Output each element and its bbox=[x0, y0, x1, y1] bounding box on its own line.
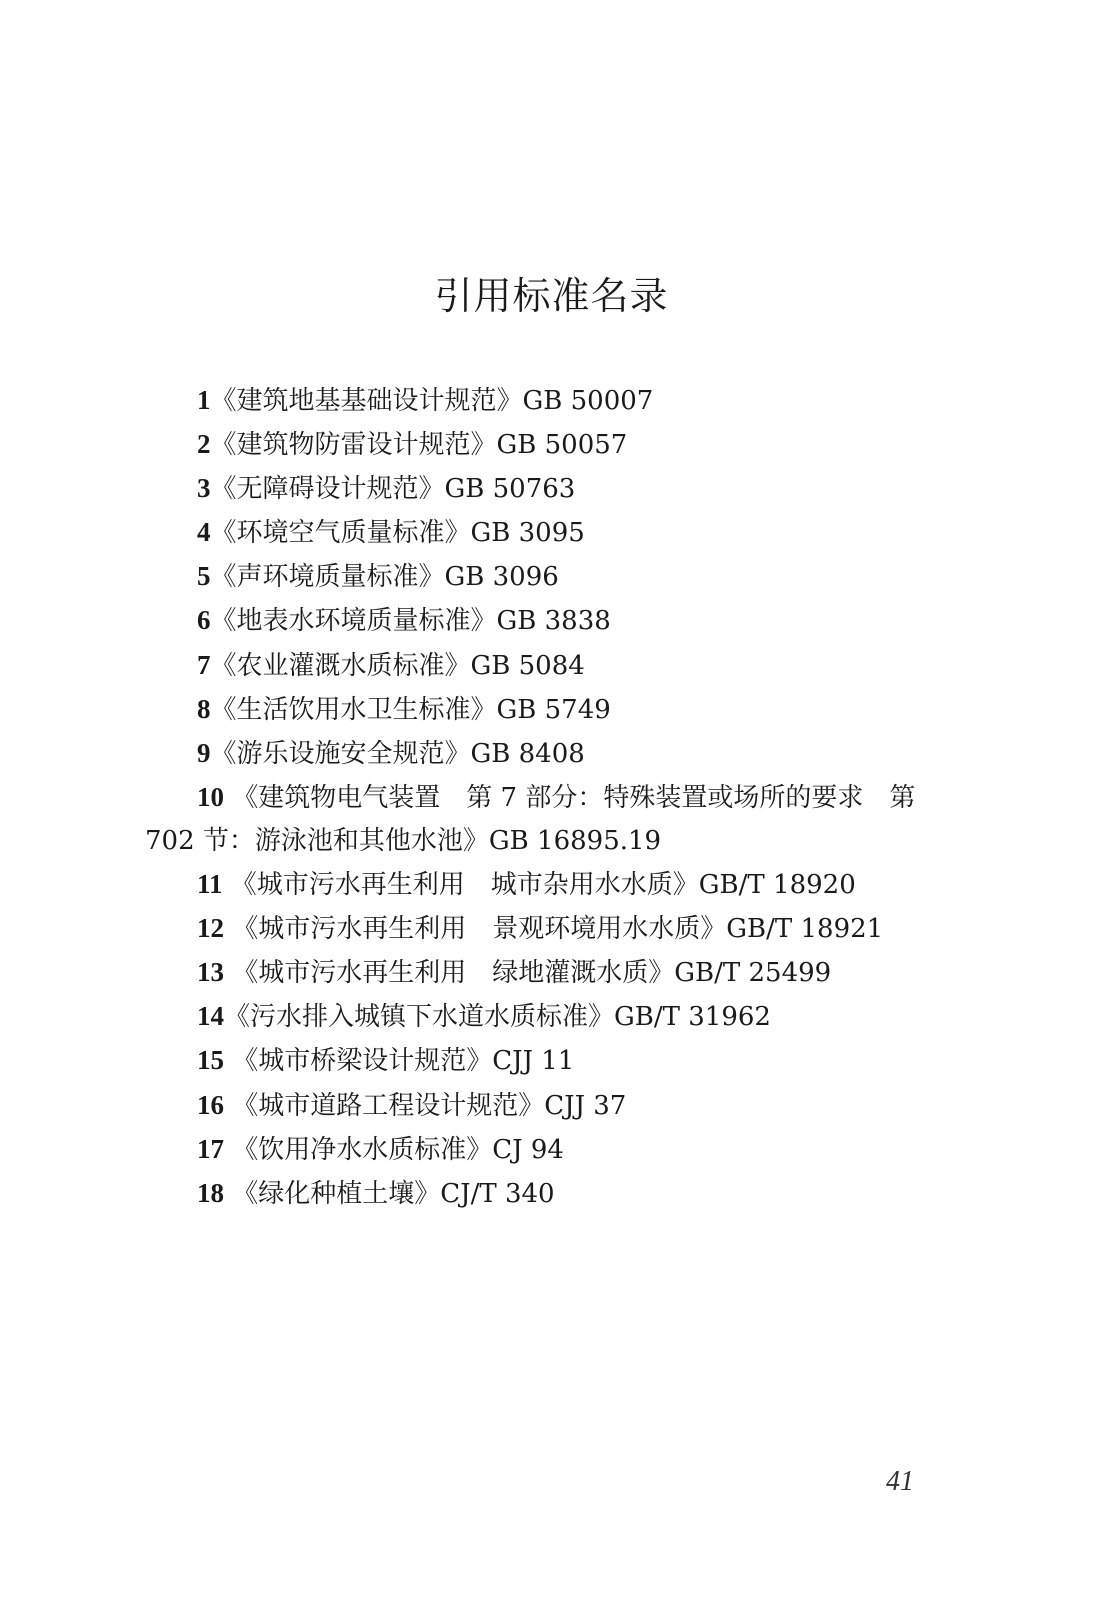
reference-item bbox=[145, 907, 965, 951]
reference-text: 《绿化种植土壤》CJ/T 340 bbox=[232, 1178, 555, 1209]
reference-text: 《农业灌溉水质标准》GB 5084 bbox=[210, 650, 585, 681]
reference-number: 3 bbox=[197, 473, 211, 504]
reference-text: 《建筑地基基础设计规范》GB 50007 bbox=[210, 386, 654, 416]
reference-text: 《城市污水再生利用 城市杂用水水质》GB/T 18920 bbox=[230, 870, 856, 901]
reference-item bbox=[145, 732, 965, 776]
reference-item bbox=[145, 688, 965, 732]
reference-item bbox=[145, 555, 965, 599]
reference-item bbox=[145, 951, 965, 995]
reference-item bbox=[145, 1172, 965, 1216]
reference-text: 《城市污水再生利用 景观环境用水水质》GB/T 18921 bbox=[232, 914, 884, 945]
reference-number: 4 bbox=[197, 517, 211, 548]
reference-text: 《声环境质量标准》GB 3096 bbox=[210, 562, 559, 593]
reference-text: 《建筑物防雷设计规范》GB 50057 bbox=[210, 430, 628, 461]
reference-number: 7 bbox=[197, 649, 211, 680]
page-number: 41 bbox=[886, 1466, 914, 1497]
reference-item bbox=[145, 511, 965, 555]
reference-item bbox=[145, 1128, 965, 1172]
reference-number: 9 bbox=[197, 737, 211, 768]
reference-number: 10 bbox=[197, 781, 224, 812]
reference-item bbox=[145, 776, 965, 863]
reference-text: 《污水排入城镇下水道水质标准》GB/T 31962 bbox=[224, 1002, 771, 1033]
reference-text: 《城市桥梁设计规范》CJJ 11 bbox=[232, 1046, 575, 1077]
page-title: 引用标准名录 bbox=[434, 274, 669, 318]
reference-text: 《城市污水再生利用 绿地灌溉水质》GB/T 25499 bbox=[232, 958, 832, 989]
reference-text: 《建筑物电气装置 第 7 部分：特殊装置或场所的要求 第 702 节：游泳池和其他水池》GB 16895.19 bbox=[145, 782, 916, 856]
reference-text: 《生活饮用水卫生标准》GB 5749 bbox=[210, 694, 611, 725]
reference-text: 《地表水环境质量标准》GB 3838 bbox=[210, 606, 611, 637]
reference-number: 6 bbox=[197, 605, 211, 636]
reference-item bbox=[145, 379, 965, 423]
reference-number: 5 bbox=[197, 561, 211, 592]
reference-number: 15 bbox=[197, 1045, 224, 1076]
reference-text: 《游乐设施安全规范》GB 8408 bbox=[210, 738, 585, 769]
reference-number: 17 bbox=[197, 1133, 224, 1164]
reference-number: 8 bbox=[197, 693, 211, 724]
reference-number: 11 bbox=[197, 869, 223, 900]
reference-list bbox=[145, 379, 965, 1216]
reference-number: 2 bbox=[197, 429, 211, 460]
reference-item bbox=[145, 599, 965, 643]
reference-item bbox=[145, 863, 965, 907]
reference-text: 《城市道路工程设计规范》CJJ 37 bbox=[232, 1090, 627, 1121]
reference-item bbox=[145, 467, 965, 511]
reference-item bbox=[145, 995, 965, 1039]
reference-number: 12 bbox=[197, 913, 224, 944]
reference-item bbox=[145, 644, 965, 688]
reference-number: 14 bbox=[197, 1001, 224, 1032]
reference-number: 16 bbox=[197, 1089, 224, 1120]
reference-item bbox=[145, 423, 965, 467]
reference-number: 1 bbox=[197, 385, 211, 415]
reference-text: 《饮用净水水质标准》CJ 94 bbox=[232, 1134, 564, 1165]
reference-number: 18 bbox=[197, 1177, 224, 1208]
reference-text: 《环境空气质量标准》GB 3095 bbox=[210, 518, 585, 549]
reference-text: 《无障碍设计规范》GB 50763 bbox=[210, 474, 576, 505]
reference-item bbox=[145, 1039, 965, 1083]
reference-number: 13 bbox=[197, 957, 224, 988]
reference-item bbox=[145, 1084, 965, 1128]
